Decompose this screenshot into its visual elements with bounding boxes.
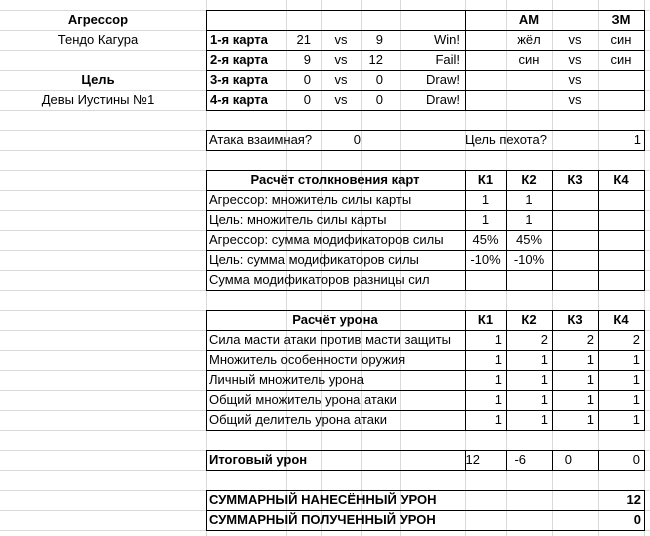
- mutual-attack-label[interactable]: Атака взаимная?: [209, 132, 313, 147]
- collision-cell-k3[interactable]: [552, 270, 598, 290]
- damage-row-label[interactable]: Личный множитель урона: [209, 372, 364, 387]
- map-vs-color[interactable]: vs: [568, 92, 582, 107]
- collision-row-label[interactable]: Цель: сумма модификаторов силы: [209, 252, 419, 267]
- map-vs-color[interactable]: vs: [568, 32, 582, 47]
- damage-cell-k1[interactable]: 1: [494, 332, 502, 347]
- damage-cell-k1[interactable]: 1: [494, 372, 502, 387]
- map-label[interactable]: 4-я карта: [210, 92, 268, 107]
- total-dealt-label[interactable]: СУММАРНЫЙ НАНЕСЁННЫЙ УРОН: [209, 492, 437, 507]
- damage-header-k3[interactable]: К3: [567, 312, 583, 327]
- damage-cell-k2[interactable]: 1: [540, 352, 548, 367]
- target-name[interactable]: Девы Иустины №1: [41, 92, 155, 107]
- total-dealt-value[interactable]: 12: [626, 492, 641, 507]
- damage-header-k2[interactable]: К2: [521, 312, 537, 327]
- collision-cell-k2[interactable]: 1: [525, 212, 533, 227]
- collision-cell-k4[interactable]: [598, 210, 644, 230]
- collision-header-k3[interactable]: К3: [567, 172, 583, 187]
- total-damage-k2[interactable]: -6: [514, 452, 526, 467]
- total-damage-k3[interactable]: 0: [564, 452, 572, 467]
- collision-row-label[interactable]: Агрессор: сумма модификаторов силы: [209, 232, 444, 247]
- damage-cell-k4[interactable]: 1: [632, 412, 640, 427]
- map-zm-color[interactable]: [598, 90, 644, 110]
- collision-cell-k4[interactable]: [598, 250, 644, 270]
- damage-cell-k3[interactable]: 1: [586, 412, 594, 427]
- map-target-value[interactable]: 0: [375, 72, 383, 87]
- collision-cell-k2[interactable]: 45%: [515, 232, 543, 247]
- total-received-label[interactable]: СУММАРНЫЙ ПОЛУЧЕННЫЙ УРОН: [209, 512, 436, 527]
- damage-header-k1[interactable]: К1: [477, 312, 494, 327]
- total-received-value[interactable]: 0: [633, 512, 641, 527]
- collision-header-k2[interactable]: К2: [521, 172, 537, 187]
- damage-cell-k4[interactable]: 1: [632, 392, 640, 407]
- damage-row-label[interactable]: Общий множитель урона атаки: [209, 392, 397, 407]
- map-am-color[interactable]: [506, 70, 552, 90]
- map-zm-color[interactable]: син: [610, 52, 632, 67]
- collision-cell-k4[interactable]: [598, 230, 644, 250]
- damage-row-label[interactable]: Множитель особенности оружия: [209, 352, 406, 367]
- collision-cell-k3[interactable]: [552, 210, 598, 230]
- damage-row-label[interactable]: Общий делитель урона атаки: [209, 412, 387, 427]
- map-result[interactable]: Draw!: [426, 72, 460, 87]
- collision-header-k1[interactable]: К1: [477, 172, 494, 187]
- zm-label[interactable]: ЗМ: [611, 12, 631, 27]
- collision-row-label[interactable]: Сумма модификаторов разницы сил: [209, 272, 430, 287]
- map-vs[interactable]: vs: [334, 52, 348, 67]
- damage-cell-k3[interactable]: 1: [586, 392, 594, 407]
- damage-cell-k3[interactable]: 2: [586, 332, 594, 347]
- collision-cell-k1[interactable]: -10%: [470, 252, 501, 267]
- map-am-color[interactable]: син: [518, 52, 540, 67]
- map-label[interactable]: 3-я карта: [210, 72, 268, 87]
- collision-cell-k3[interactable]: [552, 230, 598, 250]
- infantry-label[interactable]: Цель пехота?: [465, 132, 547, 147]
- mutual-attack-value[interactable]: 0: [353, 132, 361, 147]
- total-damage-k4[interactable]: 0: [632, 452, 640, 467]
- map-target-value[interactable]: 0: [375, 92, 383, 107]
- infantry-value[interactable]: 1: [633, 132, 641, 147]
- damage-cell-k2[interactable]: 1: [540, 392, 548, 407]
- map-aggressor-value[interactable]: 0: [303, 92, 311, 107]
- map-result[interactable]: Fail!: [435, 52, 460, 67]
- map-aggressor-value[interactable]: 9: [303, 52, 311, 67]
- damage-cell-k2[interactable]: 1: [540, 412, 548, 427]
- damage-cell-k3[interactable]: 1: [586, 372, 594, 387]
- map-aggressor-value[interactable]: 0: [303, 72, 311, 87]
- damage-title[interactable]: Расчёт урона: [292, 312, 378, 327]
- map-zm-color[interactable]: [598, 70, 644, 90]
- collision-cell-k2[interactable]: 1: [525, 192, 533, 207]
- collision-cell-k3[interactable]: [552, 250, 598, 270]
- collision-cell-k1[interactable]: [465, 270, 506, 290]
- am-label[interactable]: АМ: [518, 12, 540, 27]
- map-label[interactable]: 2-я карта: [210, 52, 268, 67]
- damage-cell-k4[interactable]: 1: [632, 352, 640, 367]
- target-label[interactable]: Цель: [81, 72, 115, 87]
- damage-cell-k3[interactable]: 1: [586, 352, 594, 367]
- map-result[interactable]: Draw!: [426, 92, 460, 107]
- aggressor-name[interactable]: Тендо Кагура: [57, 32, 139, 47]
- map-result[interactable]: Win!: [434, 32, 460, 47]
- total-damage-k1[interactable]: 12: [465, 452, 480, 467]
- collision-cell-k1[interactable]: 1: [481, 212, 490, 227]
- collision-cell-k4[interactable]: [598, 270, 644, 290]
- collision-cell-k2[interactable]: -10%: [513, 252, 545, 267]
- damage-cell-k2[interactable]: 2: [540, 332, 548, 347]
- map-vs-color[interactable]: vs: [568, 52, 582, 67]
- map-aggressor-value[interactable]: 21: [296, 32, 311, 47]
- total-damage-label[interactable]: Итоговый урон: [209, 452, 308, 467]
- map-am-color[interactable]: [506, 90, 552, 110]
- collision-cell-k2[interactable]: [506, 270, 552, 290]
- map-zm-color[interactable]: син: [610, 32, 632, 47]
- map-am-color[interactable]: жёл: [517, 32, 541, 47]
- damage-header-k4[interactable]: К4: [613, 312, 629, 327]
- collision-row-label[interactable]: Агрессор: множитель силы карты: [209, 192, 412, 207]
- damage-cell-k4[interactable]: 2: [632, 332, 640, 347]
- damage-row-label[interactable]: Сила масти атаки против масти защиты: [209, 332, 452, 347]
- map-vs[interactable]: vs: [334, 72, 348, 87]
- aggressor-label[interactable]: Агрессор: [67, 12, 129, 27]
- collision-cell-k4[interactable]: [598, 190, 644, 210]
- map-label[interactable]: 1-я карта: [210, 32, 268, 47]
- damage-cell-k1[interactable]: 1: [494, 392, 502, 407]
- collision-cell-k1[interactable]: 45%: [472, 232, 499, 247]
- map-vs[interactable]: vs: [334, 92, 348, 107]
- map-target-value[interactable]: 9: [375, 32, 383, 47]
- map-target-value[interactable]: 12: [368, 52, 383, 67]
- damage-cell-k1[interactable]: 1: [494, 352, 502, 367]
- collision-title[interactable]: Расчёт столкновения карт: [250, 172, 420, 187]
- collision-header-k4[interactable]: К4: [613, 172, 629, 187]
- damage-cell-k2[interactable]: 1: [540, 372, 548, 387]
- collision-cell-k1[interactable]: 1: [481, 192, 490, 207]
- map-vs[interactable]: vs: [334, 32, 348, 47]
- damage-cell-k4[interactable]: 1: [632, 372, 640, 387]
- collision-row-label[interactable]: Цель: множитель силы карты: [209, 212, 387, 227]
- map-vs-color[interactable]: vs: [568, 72, 582, 87]
- collision-cell-k3[interactable]: [552, 190, 598, 210]
- damage-cell-k1[interactable]: 1: [494, 412, 502, 427]
